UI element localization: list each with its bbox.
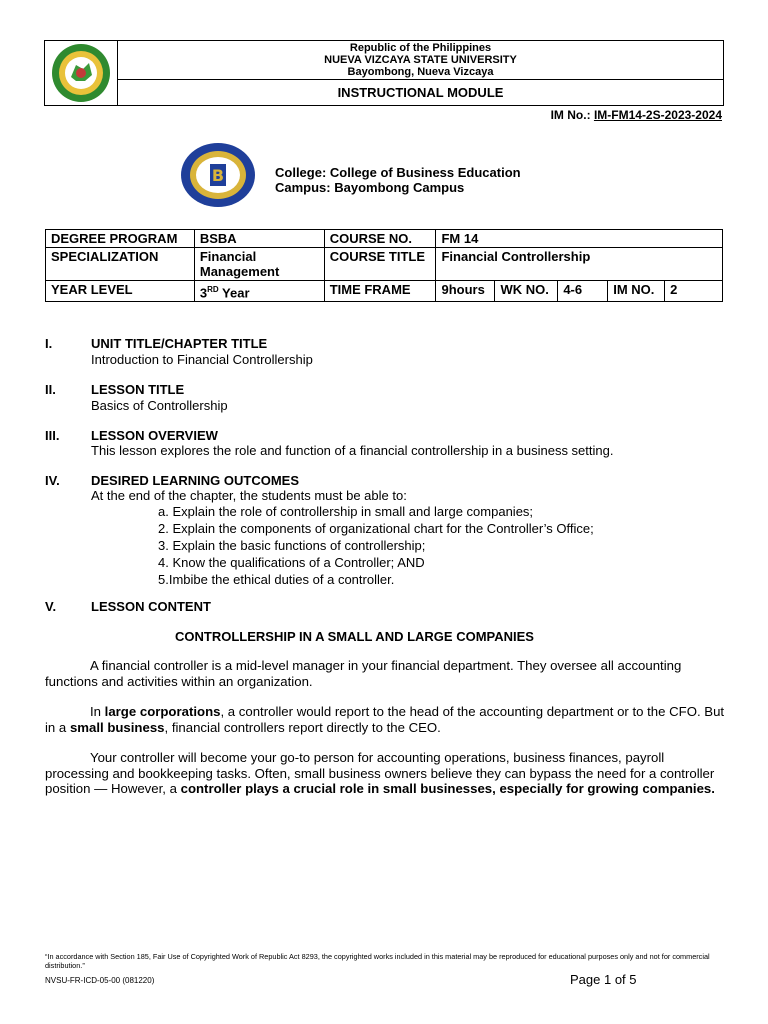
im-no-label: IM NO. xyxy=(608,281,665,302)
table-row xyxy=(46,281,723,302)
year-level-label: YEAR LEVEL xyxy=(46,281,195,302)
university-logo-cell xyxy=(45,41,118,105)
section-heading: UNIT TITLE/CHAPTER TITLE xyxy=(91,336,268,351)
course-title-value: Financial Controllership xyxy=(436,248,723,281)
im-number-label: IM No.: xyxy=(550,108,591,122)
outcomes-intro: At the end of the chapter, the students must be able to: xyxy=(91,488,407,503)
paragraph xyxy=(45,750,725,797)
svg-text:B: B xyxy=(211,166,225,185)
im-number xyxy=(551,108,722,122)
header-republic: Republic of the Philippines xyxy=(349,42,492,54)
list-item: 5.Imbibe the ethical duties of a controller. xyxy=(158,572,395,587)
section-heading: LESSON OVERVIEW xyxy=(91,428,218,443)
paragraph-text: , a controller would report to the head of the accounting department or to the CFO. But in a xyxy=(45,704,725,735)
section-heading: LESSON TITLE xyxy=(91,382,185,397)
year-level-suffix: RD xyxy=(207,285,219,294)
emphasis-text: large corporations xyxy=(104,704,221,719)
course-info-table xyxy=(45,229,723,302)
paragraph xyxy=(45,658,725,689)
paragraph-text: In xyxy=(90,704,105,719)
time-frame-label: TIME FRAME xyxy=(324,281,436,302)
section-number: V. xyxy=(45,599,57,614)
course-no-value: FM 14 xyxy=(436,230,723,248)
college-info xyxy=(275,165,521,195)
emphasis-text: small business xyxy=(69,719,165,735)
im-no-value: 2 xyxy=(665,281,723,302)
table-row xyxy=(46,230,723,248)
list-item: a. Explain the role of controllership in small and large companies; xyxy=(158,504,534,519)
college-name: College: College of Business Education xyxy=(275,165,521,180)
form-number: NVSU-FR-ICD-05-00 (081220) xyxy=(45,976,155,985)
wk-no-label: WK NO. xyxy=(495,281,558,302)
im-number-value: IM-FM14-2S-2023-2024 xyxy=(593,108,722,122)
wk-no-value: 4-6 xyxy=(558,281,608,302)
emphasis-text: controller plays a crucial role in small businesses, especially for growing companies. xyxy=(180,781,715,796)
specialization-value: Financial Management xyxy=(194,248,324,281)
year-level-value xyxy=(194,281,324,302)
section-heading: LESSON CONTENT xyxy=(91,599,211,614)
specialization-label: SPECIALIZATION xyxy=(46,248,195,281)
table-row xyxy=(46,248,723,281)
degree-program-label: DEGREE PROGRAM xyxy=(46,230,195,248)
page-number: Page 1 of 5 xyxy=(570,972,637,987)
copyright-footnote: “In accordance with Section 185, Fair Use of Copyrighted Work of Republic Act 8293, the copyrighted works included in this material may be reproduced for educational purposes only and not for commercial distribution.” xyxy=(45,952,710,970)
section-number: II. xyxy=(45,382,56,397)
header-university: NUEVA VIZCAYA STATE UNIVERSITY xyxy=(324,54,517,66)
section-text: Basics of Controllership xyxy=(91,398,228,413)
content-heading: CONTROLLERSHIP IN A SMALL AND LARGE COMPANIES xyxy=(175,629,534,644)
module-title: INSTRUCTIONAL MODULE xyxy=(118,79,723,105)
section-text: Introduction to Financial Controllership xyxy=(91,352,313,367)
list-item: 3. Explain the basic functions of controllership; xyxy=(158,538,426,553)
section-heading: DESIRED LEARNING OUTCOMES xyxy=(91,473,300,488)
document-header xyxy=(44,40,724,106)
section-number: I. xyxy=(45,336,53,351)
section-number: IV. xyxy=(45,473,60,488)
paragraph-text: , financial controllers report directly to the CEO. xyxy=(164,719,441,735)
list-item: 4. Know the qualifications of a Controller; AND xyxy=(158,555,425,570)
course-no-label: COURSE NO. xyxy=(324,230,436,248)
year-level-number: 3 xyxy=(199,285,208,301)
course-title-label: COURSE TITLE xyxy=(324,248,436,281)
list-item: 2. Explain the components of organizational chart for the Controller’s Office; xyxy=(158,521,594,536)
paragraph xyxy=(45,704,725,735)
paragraph-text: Your controller will become your go-to person for accounting operations, business finances, payroll processing and bookkeeping tasks. Often, small business owners believe they can bypass the need for a controller position — However, a xyxy=(45,750,715,796)
college-seal-logo xyxy=(180,142,256,208)
paragraph-text: A financial controller is a mid-level manager in your financial department. They oversee all accounting functions and activities within an organization. xyxy=(45,658,682,689)
degree-program-value: BSBA xyxy=(194,230,324,248)
university-seal-logo xyxy=(45,41,117,105)
section-number: III. xyxy=(45,428,60,443)
header-institution xyxy=(118,41,723,80)
year-level-word: Year xyxy=(222,285,250,301)
header-location: Bayombong, Nueva Vizcaya xyxy=(347,66,494,78)
outcomes-list xyxy=(158,503,594,588)
campus-name: Campus: Bayombong Campus xyxy=(275,180,465,195)
section-text: This lesson explores the role and function of a financial controllership in a business setting. xyxy=(91,443,614,458)
time-frame-value: 9hours xyxy=(436,281,495,302)
